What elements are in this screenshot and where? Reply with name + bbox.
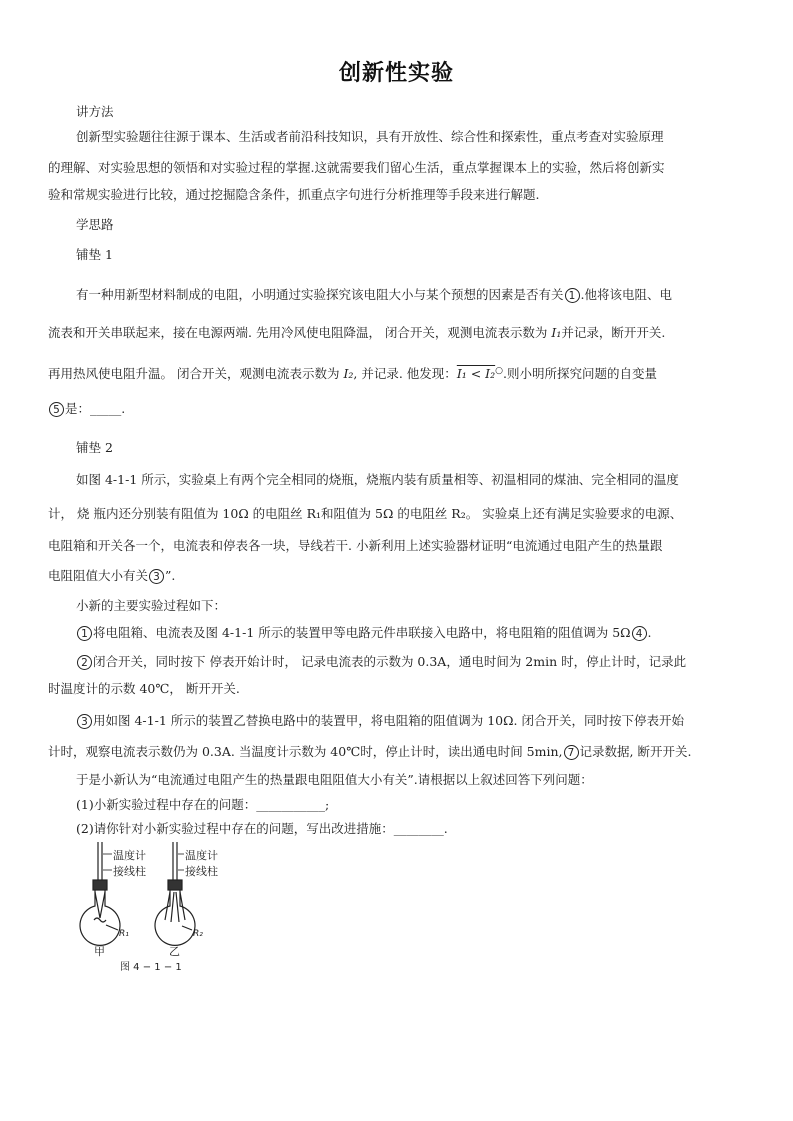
step-2-line-2: 时温度计的示数 40℃， 断开开关. [48,681,240,696]
label-jia: 甲 [94,945,105,958]
current-symbol-i2: I₂ [343,366,354,382]
pad2-line-1: 如图 4-1-1 所示，实验桌上有两个完全相同的烧瓶，烧瓶内装有质量相等、初温相同的煤油、完全相同的温度 [76,472,679,487]
pad2-line-4 [48,567,748,585]
step-text: 闭合开关，同时按下 停表开始计时， 记录电流表的示数为 0.3A，通电时间为 2min 时，停止计时，记录此 [93,654,687,669]
circled-number: 7 [564,745,579,760]
figure-caption: 图 4 − 1 − 1 [120,962,182,973]
step-3-line-2 [48,743,748,761]
step-text: 计时，观察电流表示数仍为 0.3A. 当温度计示数为 40℃时，停止计时，读出通电时间 5min, [48,744,563,759]
circled-number: 3 [77,714,92,729]
pad2-title: 铺垫 2 [76,440,113,455]
inequality-formula: I₁ < I₂ [456,366,496,382]
circled-number: 1 [77,626,92,641]
figure-4-1-1 [70,840,240,980]
pad1-text: 再用热风使电阻升温。 闭合开关，观测电流表示数为 [48,366,344,382]
pad2-text: 电阻阻值大小有关 [48,568,149,583]
step-text: 记录数据, 断开开关. [579,744,692,759]
step-1 [76,624,748,642]
pad1-line-4 [48,400,748,418]
question-1: (1)小新实验过程中存在的问题：___________; [76,797,330,812]
pad1-text: 有一种用新型材料制成的电阻，小明通过实验探究该电阻大小与某个预想的因素是否有关 [76,287,564,302]
circled-number: 2 [77,655,92,670]
circled-number: 3 [149,569,164,584]
label-r2: R₂ [193,929,203,939]
label-terminal: 接线柱 [113,865,146,878]
pad1-text: , 并记录. 他发现： [353,366,457,382]
label-yi: 乙 [169,945,180,958]
pad1-text: 是：_____. [65,401,126,416]
method-paragraph-line-1: 创新型实验题往往源于课本、生活或者前沿科技知识，具有开放性、综合性和探索性，重点考查对实验原理 [76,129,664,144]
circled-number: 4 [632,626,647,641]
pad1-title: 铺垫 1 [76,247,113,262]
label-r1: R₁ [119,929,129,939]
pad1-text: .他将该电阻、电 [580,287,672,302]
pad1-line-2 [48,324,748,342]
method-paragraph-line-2: 的理解、对实验思想的领悟和对实验过程的掌握.这就需要我们留心生活，重点掌握课本上的实验，然后将创新实 [48,160,665,175]
step-text: 将电阻箱、电流表及图 4-1-1 所示的装置甲等电路元件串联接入电路中，将电阻箱的阻值调为 5Ω [93,625,631,640]
step-3-line-1 [76,712,748,730]
pad2-text: ”. [165,568,176,583]
step-text: 用如图 4-1-1 所示的装置乙替换电路中的装置甲，将电阻箱的阻值调为 10Ω. 闭合开关，同时按下停表开始 [93,713,684,728]
pad1-text: 流表和开关串联起来，接在电源两端. 先用冷风使电阻降温， 闭合开关，观测电流表示数为 [48,325,552,340]
page-title: 创新性实验 [338,61,454,86]
current-symbol-i1: I₁ [551,325,562,340]
step-2-line-1 [76,653,748,671]
circled-number: 1 [565,288,580,303]
label-thermometer: 温度计 [113,849,146,862]
pad1-text: .则小明所探究问题的自变量 [503,366,657,382]
section-heading-method: 讲方法 [76,104,114,119]
question-2: (2)请你针对小新实验过程中存在的问题，写出改进措施：________. [76,821,448,836]
pad1-line-3: 再用热风使电阻升温。 闭合开关，观测电流表示数为 I₂, 并记录. 他发现：I₁ < I₂○.则小明所探究问题的自变量 [48,366,657,382]
label-terminal: 接线柱 [185,865,218,878]
label-thermometer: 温度计 [185,849,218,862]
conclusion-line: 于是小新认为“电流通过电阻产生的热量跟电阻阻值大小有关”.请根据以上叙述回答下列问题： [76,772,593,787]
flask-diagram [70,840,240,980]
pad2-line-3: 电阻箱和开关各一个，电流表和停表各一块，导线若干. 小新利用上述实验器材证明“电流通过电阻产生的热量跟 [48,538,663,553]
pad2-line-2: 计， 烧 瓶内还分别装有阻值为 10Ω 的电阻丝 R₁和阻值为 5Ω 的电阻丝 R₂。 实验桌上还有满足实验要求的电源、 [48,506,683,521]
method-paragraph-line-3: 验和常规实验进行比较，通过挖掘隐含条件，抓重点字句进行分析推理等手段来进行解题. [48,187,540,202]
pad1-text: 并记录，断开开关. [561,325,666,340]
process-title: 小新的主要实验过程如下： [76,598,227,613]
pad1-line-1 [76,286,748,304]
step-text: . [647,625,652,640]
section-heading-think: 学思路 [76,217,114,232]
circled-number: 5 [49,402,64,417]
